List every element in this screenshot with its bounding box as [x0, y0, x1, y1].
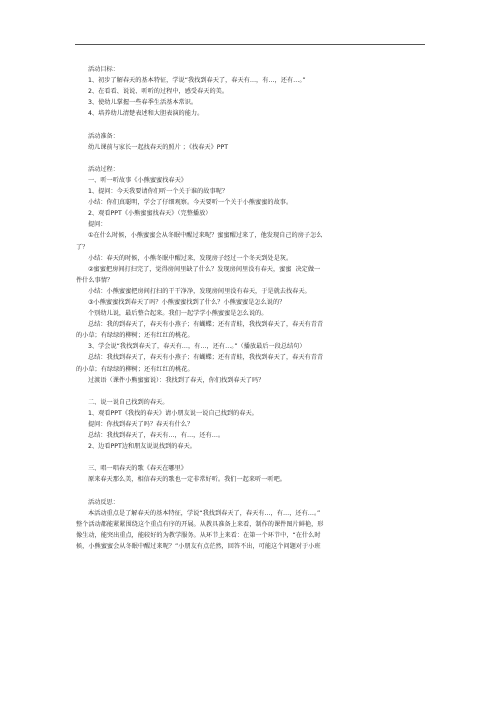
paragraph-line: 候，小熊蜜蜜会从冬眠中醒过来呢？”小朋友有点茫然，回答不出，可能这个问题对于小班 — [76, 543, 321, 551]
paragraph-line: 总结：我的到春天了，春天有小燕子；有蝴蝶；还有青蛙，我找到春天了，春天有青青 — [88, 321, 324, 329]
paragraph-line: 的小草；有绿绿的柳树；还有红红的桃花。 — [76, 365, 194, 373]
goal-item-2: 2、在看看、说说、听听的过程中，感受春天的美。 — [88, 88, 229, 96]
goal-item-4: 4、培养幼儿清楚表述和大胆表演的能力。 — [88, 110, 204, 118]
paragraph-line: 总结：我找到春天了，春天有…，有…，还有…。 — [88, 432, 225, 440]
paragraph-line: 件什么事情？ — [76, 276, 114, 284]
section-reflection-heading: 活动反思： — [88, 498, 119, 506]
paragraph-line: 提问： — [88, 221, 107, 229]
prep-text: 幼儿课前与家长一起找春天的照片 ；《找春天》PPT — [88, 143, 229, 151]
paragraph-line: 小结：春天的时候，小熊冬眠中醒过来，发现房子经过一个冬天到处是灰。 — [88, 254, 293, 262]
spacer — [88, 119, 416, 130]
section-process-heading: 活动过程： — [88, 165, 119, 173]
paragraph-line: 小结：小熊蜜蜜把房间打扫的干干净净，发现房间里没有春天，于是就去找春天。 — [88, 287, 311, 295]
goal-item-3: 3、使幼儿掌握一些春季生活基本常识。 — [88, 99, 198, 107]
spacer — [88, 386, 416, 397]
paragraph-line: 2、观看PPT《小熊蜜蜜找春天》（完整播放） — [88, 210, 212, 218]
paragraph-line: 本活动重点是了解春天的基本特征，学说“我找到春天了，春天有…，有…，还有…。” — [88, 509, 321, 517]
paragraph-line: ③小熊蜜蜜找到春天了吗？小熊蜜蜜找到了什么？小熊蜜蜜是怎么说的？ — [88, 298, 286, 306]
paragraph-line: 个别幼儿说，最后整合起来。我们一起学学小熊蜜蜜是怎么说的。 — [88, 310, 268, 318]
spacer — [88, 486, 416, 497]
goal-item-1: 1、初步了解春天的基本特征，学说“我找到春天了，春天有…，有…，还有…。” — [88, 77, 306, 85]
paragraph-line: 提问：你找到春天了吗？春天有什么？ — [88, 421, 194, 428]
section-goals-heading: 活动目标： — [88, 66, 119, 73]
process-part-2-heading: 二、说一说自己找到的春天。 — [88, 398, 169, 406]
paragraph-line: 3、学会说“我找到春天了，春天有…，有…，还有…。”（播放最后一段总结句） — [88, 343, 306, 351]
paragraph-line: 了？ — [76, 243, 89, 251]
paragraph-line: ①在什么时候，小熊蜜蜜会从冬眠中醒过来呢？蜜蜜醒过来了，他发现自己的房子怎么 — [88, 232, 323, 240]
paragraph-line: 整个活动都能紧紧围绕这个重点有序的开展。从教具准备上来看，制作的课件图片鲜艳，形 — [76, 520, 324, 528]
process-part-3-heading: 三、唱一唱春天的歌《春天在哪里》 — [88, 465, 187, 473]
paragraph-line: 小结：你们真聪明，学会了仔细观察。今天要听一个关于小熊蜜蜜的故事。 — [88, 199, 293, 207]
paragraph-line: 1、提问：今天我要请你们听一个关于谁的故事呢？ — [88, 188, 229, 196]
spacer — [88, 153, 416, 164]
process-part-1-heading: 一、听一听故事《小熊蜜蜜找春天》 — [88, 176, 187, 184]
paragraph-line: 过渡语（课件小熊蜜蜜说）：我找到了春天，你们找到春天了吗？ — [88, 376, 265, 384]
section-prep-heading: 活动准备： — [88, 132, 119, 140]
paragraph-line: 2、边看PPT边和朋友说说找到的春天。 — [88, 443, 196, 451]
paragraph-line: 原来春天那么美，相信春天的歌也一定非常好听。我们一起来听一听吧。 — [88, 476, 286, 484]
document-body — [76, 64, 416, 552]
paragraph-line: 的小草；有绿绿的柳树；还有红红的桃花。 — [76, 332, 194, 340]
spacer — [88, 452, 416, 463]
paragraph-line: 像生动，能突出重点，能较好的为教学服务。从环节上来看：在第一个环节中，“在什么时 — [76, 531, 321, 539]
header-rule — [75, 44, 425, 45]
paragraph-line: 总结：我找到春天了，春天有小燕子；有蝴蝶；还有青蛙，我找到春天了，春天有青青 — [88, 354, 324, 362]
paragraph-line: ②蜜蜜把房间打扫完了，觉得房间里缺了什么？发现房间里没有春天，蜜蜜 决定做一 — [88, 265, 321, 273]
paragraph-line: 1、观看PPT《我找的春天》请小朋友说一说自己找到的春天。 — [88, 409, 258, 417]
